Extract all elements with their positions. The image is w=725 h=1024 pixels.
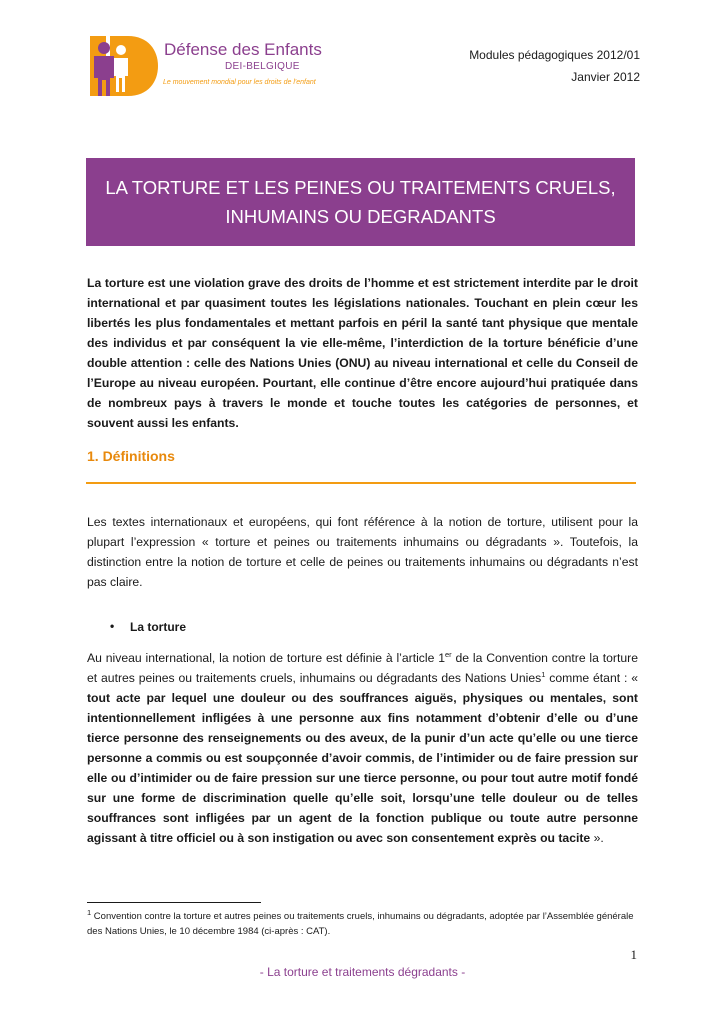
- torture-definition-quote: tout acte par lequel une douleur ou des souffrances aiguës, physiques ou mentales, sont intentionnellement infligées à une personne aux fins notamment d’obtenir d’elle ou d’une tierce personne des renseignements ou des aveux, de la punir d’un acte qu’elle ou une tierce personne a commis ou est soupçonnée d’avoir commis, de l’intimider ou de faire pression sur elle ou d’intimider ou de faire pression sur une tierce personne, ou pour tout autre motif fondé sur une forme de discrimination quelle qu’elle soit, lorsqu’une telle douleur ou de telles souffrances sont infligées par un agent de la fonction publique ou toute autre personne agissant à titre officiel ou à son instigation ou avec son consentement exprès ou tacite: [87, 691, 638, 845]
- footnote-divider: [87, 902, 261, 903]
- title-line-2: INHUMAINS OU DEGRADANTS: [225, 206, 496, 227]
- definitions-paragraph: Les textes internationaux et européens, qui font référence à la notion de torture, utilisent pour la plupart l’expression « torture et peines ou traitements inhumains ou dégradants ». Toutefois, la distinction entre la notion de torture et celle de peines ou traitements inhumains ou dégradants n’est pas claire.: [87, 515, 638, 589]
- footnote: [87, 909, 639, 939]
- footnote-reference[interactable]: 1: [541, 669, 546, 679]
- logo-subtitle: DEI-BELGIQUE: [225, 61, 300, 72]
- document-date: Janvier 2012: [571, 70, 640, 84]
- footnote-number: 1: [87, 907, 92, 917]
- logo-name: Défense des Enfants: [164, 40, 322, 59]
- section-heading: 1. Définitions: [87, 448, 175, 464]
- logo-tagline: Le mouvement mondial pour les droits de l'enfant: [163, 79, 316, 86]
- page-number: 1: [630, 947, 637, 962]
- torture-text-2: de la Convention contre la torture et autres peines ou traitements cruels, inhumains ou dégradants des Nations Unies: [87, 651, 638, 685]
- torture-text-3: comme étant : «: [545, 671, 638, 685]
- torture-definition-paragraph: [87, 648, 638, 848]
- intro-paragraph: La torture est une violation grave des droits de l’homme et est strictement interdite par le droit international et par quasiment toutes les législations nationales. Touchant en plein cœur les libertés les plus fondamentales et mettant parfois en péril la santé tant physique que mentale des individus et par conséquent la vie elle-même, l’interdiction de la torture bénéficie d’une double attention : celle des Nations Unies (ONU) au niveau international et celle du Conseil de l’Europe au niveau européen. Pourtant, elle continue d’être encore aujourd’hui pratiquée dans de nombreux pays à travers le monde et touche toutes les catégories de personnes, et souvent aussi les enfants.: [87, 276, 638, 430]
- page-footer: - La torture et traitements dégradants -: [259, 965, 466, 979]
- title-banner: [86, 158, 635, 246]
- page-title: [101, 173, 621, 231]
- logo-mark-icon: [88, 34, 160, 98]
- module-reference: Modules pédagogiques 2012/01: [469, 48, 640, 62]
- torture-text-4: ».: [590, 831, 604, 845]
- bullet-label: La torture: [130, 620, 187, 634]
- torture-text-1: Au niveau international, la notion de torture est définie à l’article 1: [87, 651, 445, 665]
- superscript-er: er: [444, 649, 452, 659]
- logo: [88, 34, 328, 114]
- title-line-1: LA TORTURE ET LES PEINES OU TRAITEMENTS CRUELS,: [105, 177, 616, 198]
- bullet-icon: •: [110, 619, 115, 633]
- footnote-text: Convention contre la torture et autres peines ou traitements cruels, inhumains ou dégradants, adoptée par l’Assemblée générale des Nations Unies, le 10 décembre 1984 (ci-après : CAT).: [87, 911, 634, 937]
- section-divider: [86, 482, 636, 484]
